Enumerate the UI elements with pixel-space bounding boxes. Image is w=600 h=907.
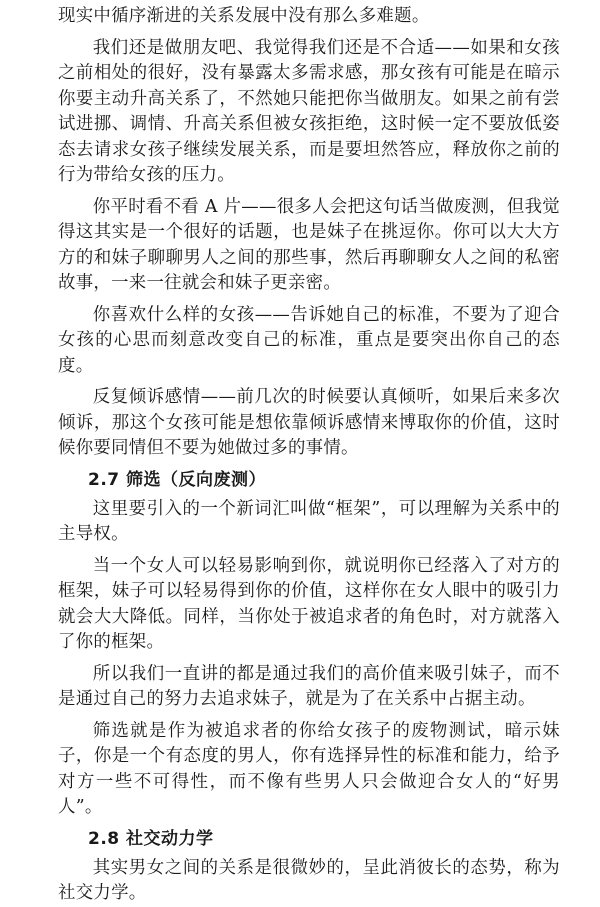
section-heading-2-8: 2.8 社交动力学 [88, 828, 214, 849]
paragraph-screening: 筛选就是作为被追求者的你给女孩子的废物测试，暗示妹子，你是一个有态度的男人，你有选择异性的标准和能力，给予对方一些不可得性，而不像有些男人只会做迎合女人的“好男人”。 [58, 720, 560, 817]
section-heading-2-7: 2.7 筛选（反向废测） [88, 469, 267, 490]
paragraph-frame-influence: 当一个女人可以轻易影响到你，就说明你已经落入了对方的框架，妹子可以轻易得到你的价值，这样你在女人眼中的吸引力就会大大降低。同样，当你处于被追求者的角色时，对方就落入了你的框架。 [58, 555, 560, 652]
paragraph-repeated-confiding: 反复倾诉感情——前几次的时候要认真倾听，如果后来多次倾诉，那这个女孩可能是想依靠倾诉感情来博取你的价值，这时候你要同情但不要为她做过多的事情。 [58, 387, 560, 458]
paragraph-what-girls-you-like: 你喜欢什么样的女孩——告诉她自己的标准，不要为了迎合女孩的心思而刻意改变自己的标准，重点是要突出你自己的态度。 [58, 304, 560, 376]
paragraph-adult-films-question: 你平时看不看 A 片——很多人会把这句话当做废测，但我觉得这其实是一个很好的话题，也是妹子在挑逗你。你可以大大方方的和妹子聊聊男人之间的那些事，然后再聊聊女人之间的私密故事，一来一往就会和妹子更亲密。 [58, 196, 560, 293]
paragraph-continued: 现实中循序渐进的关系发展中没有那么多难题。 [58, 6, 430, 26]
paragraph-frame-definition: 这里要引入的一个新词汇叫做“框架”，可以理解为关系中的主导权。 [58, 498, 560, 544]
paragraph-lets-be-friends: 我们还是做朋友吧、我觉得我们还是不合适——如果和女孩之前相处的很好，没有暴露太多需求感，那女孩有可能是在暗示你要主动升高关系了，不然她只能把你当做朋友。如果之前有尝试进挪、调情、升高关系但被女孩拒绝，这时候一定不要放低姿态去请求女孩子继续发展关系，而是要坦然答应，释放你之前的行为带给女孩的压力。 [58, 37, 560, 185]
paragraph-social-dynamics: 其实男女之间的关系是很微妙的，呈此消彼长的态势，称为社交力学。 [58, 857, 560, 903]
paragraph-high-value: 所以我们一直讲的都是通过我们的高价值来吸引妹子，而不是通过自己的努力去追求妹子，就是为了在关系中占据主动。 [58, 663, 560, 709]
